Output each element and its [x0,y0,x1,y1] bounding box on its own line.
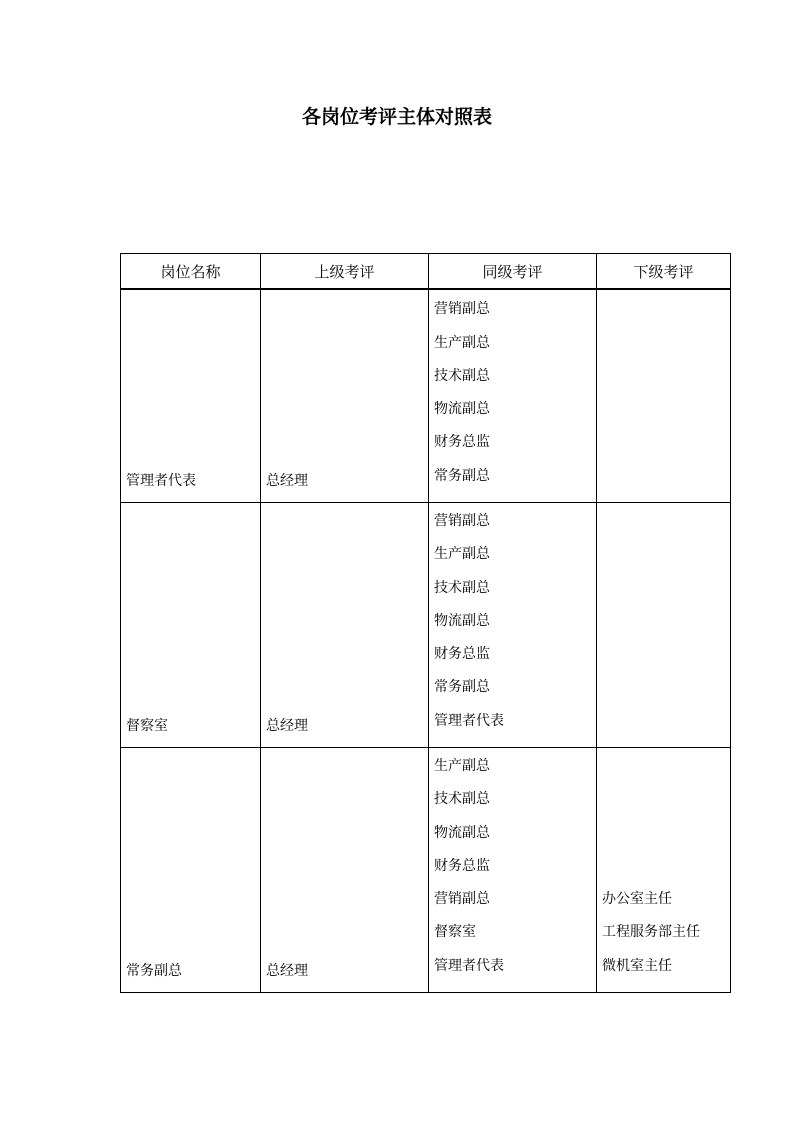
position-cell: 常务副总 [121,748,261,993]
header-superior-evaluation: 上级考评 [261,254,429,290]
header-peer-evaluation: 同级考评 [429,254,597,290]
subordinate-item: 工程服务部主任 [602,924,700,941]
superior-cell: 总经理 [261,748,429,993]
peer-item: 财务总监 [434,434,490,451]
peer-item: 常务副总 [434,467,490,484]
peer-item: 营销副总 [434,301,490,318]
page-title: 各岗位考评主体对照表 [301,106,492,128]
subordinate-cell [597,289,731,503]
table-row [121,289,731,503]
peer-cell [429,289,597,503]
table-row [121,503,731,748]
position-cell: 管理者代表 [121,289,261,503]
evaluation-table [120,253,731,993]
peer-item: 营销副总 [434,891,490,908]
peer-cell [429,748,597,993]
peer-item: 物流副总 [434,612,490,629]
position-cell: 督察室 [121,503,261,748]
peer-cell [429,503,597,748]
peer-item: 财务总监 [434,857,490,874]
superior-cell: 总经理 [261,289,429,503]
peer-item: 技术副总 [434,367,490,384]
peer-item: 生产副总 [434,334,490,351]
peer-item: 技术副总 [434,579,490,596]
peer-item: 生产副总 [434,546,490,563]
subordinate-cell [597,748,731,993]
header-position-name: 岗位名称 [121,254,261,290]
peer-item: 技术副总 [434,791,490,808]
peer-item: 财务总监 [434,646,490,663]
peer-item: 物流副总 [434,401,490,418]
subordinate-item: 微机室主任 [602,957,672,974]
subordinate-cell [597,503,731,748]
peer-item: 管理者代表 [434,712,504,729]
table-row [121,748,731,993]
peer-item: 督察室 [434,924,476,941]
peer-item: 物流副总 [434,824,490,841]
peer-item: 营销副总 [434,512,490,529]
table-header-row [121,254,731,290]
peer-item: 管理者代表 [434,957,504,974]
peer-item: 生产副总 [434,757,490,774]
peer-item: 常务副总 [434,679,490,696]
subordinate-item: 办公室主任 [602,891,672,908]
superior-cell: 总经理 [261,503,429,748]
header-subordinate-evaluation: 下级考评 [597,254,731,290]
